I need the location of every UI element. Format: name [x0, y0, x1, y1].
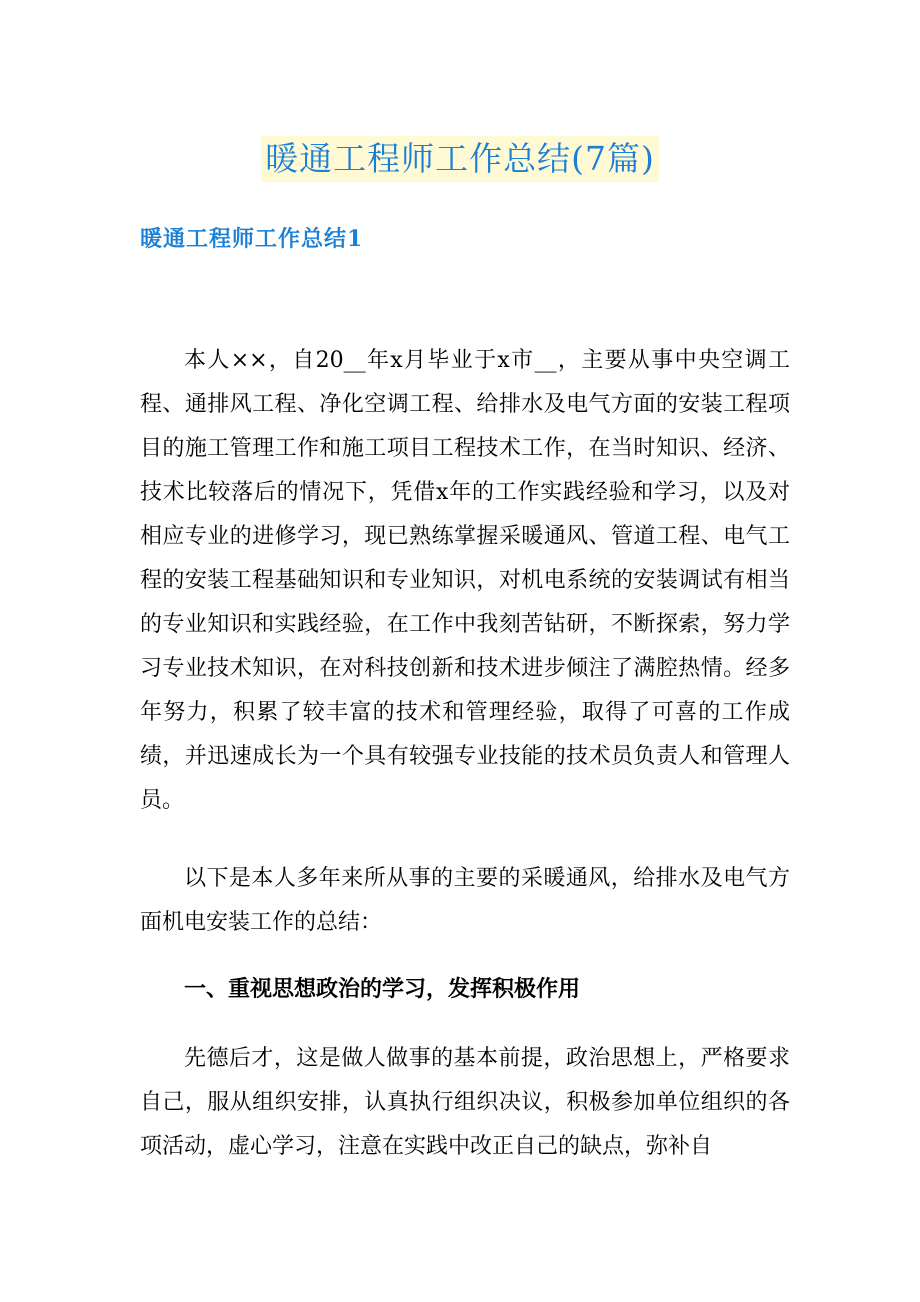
- subheading-political-study: 一、重视思想政治的学习，发挥积极作用: [184, 977, 581, 1002]
- paragraph-intro: 本人××，自20__年x月毕业于x市__，主要从事中央空调工程、通排风工程、净化空调工程、给排水及电气方面的安装工程项目的施工管理工作和施工项目工程技术工作，在当时知识、经济、技术比较落后的情况下，凭借x年的工作实践经验和学习，以及对相应专业的进修学习，现已熟练掌握采暖通风、管道工程、电气工程的安装工程基础知识和专业知识，对机电系统的安装调试有相当的专业知识和实践经验，在工作中我刻苦钻研，不断探索，努力学习专业技术知识，在对科技创新和技术进步倾注了满腔热情。经多年努力，积累了较丰富的技术和管理经验，取得了可喜的工作成绩，并迅速成长为一个具有较强专业技能的技术员负责人和管理人员。: [140, 348, 790, 813]
- title-container: [0, 136, 920, 182]
- document-title: 暖通工程师工作总结(7篇): [261, 136, 659, 182]
- paragraph-political-study: 先德后才，这是做人做事的基本前提，政治思想上，严格要求自己，服从组织安排，认真执行组织决议，积极参加单位组织的各项活动，虚心学习，注意在实践中改正自己的缺点，弥补自: [140, 1046, 790, 1159]
- section-heading: 暖通工程师工作总结1: [140, 226, 364, 252]
- paragraph-summary-lead: 以下是本人多年来所从事的主要的采暖通风，给排水及电气方面机电安装工作的总结：: [140, 866, 790, 935]
